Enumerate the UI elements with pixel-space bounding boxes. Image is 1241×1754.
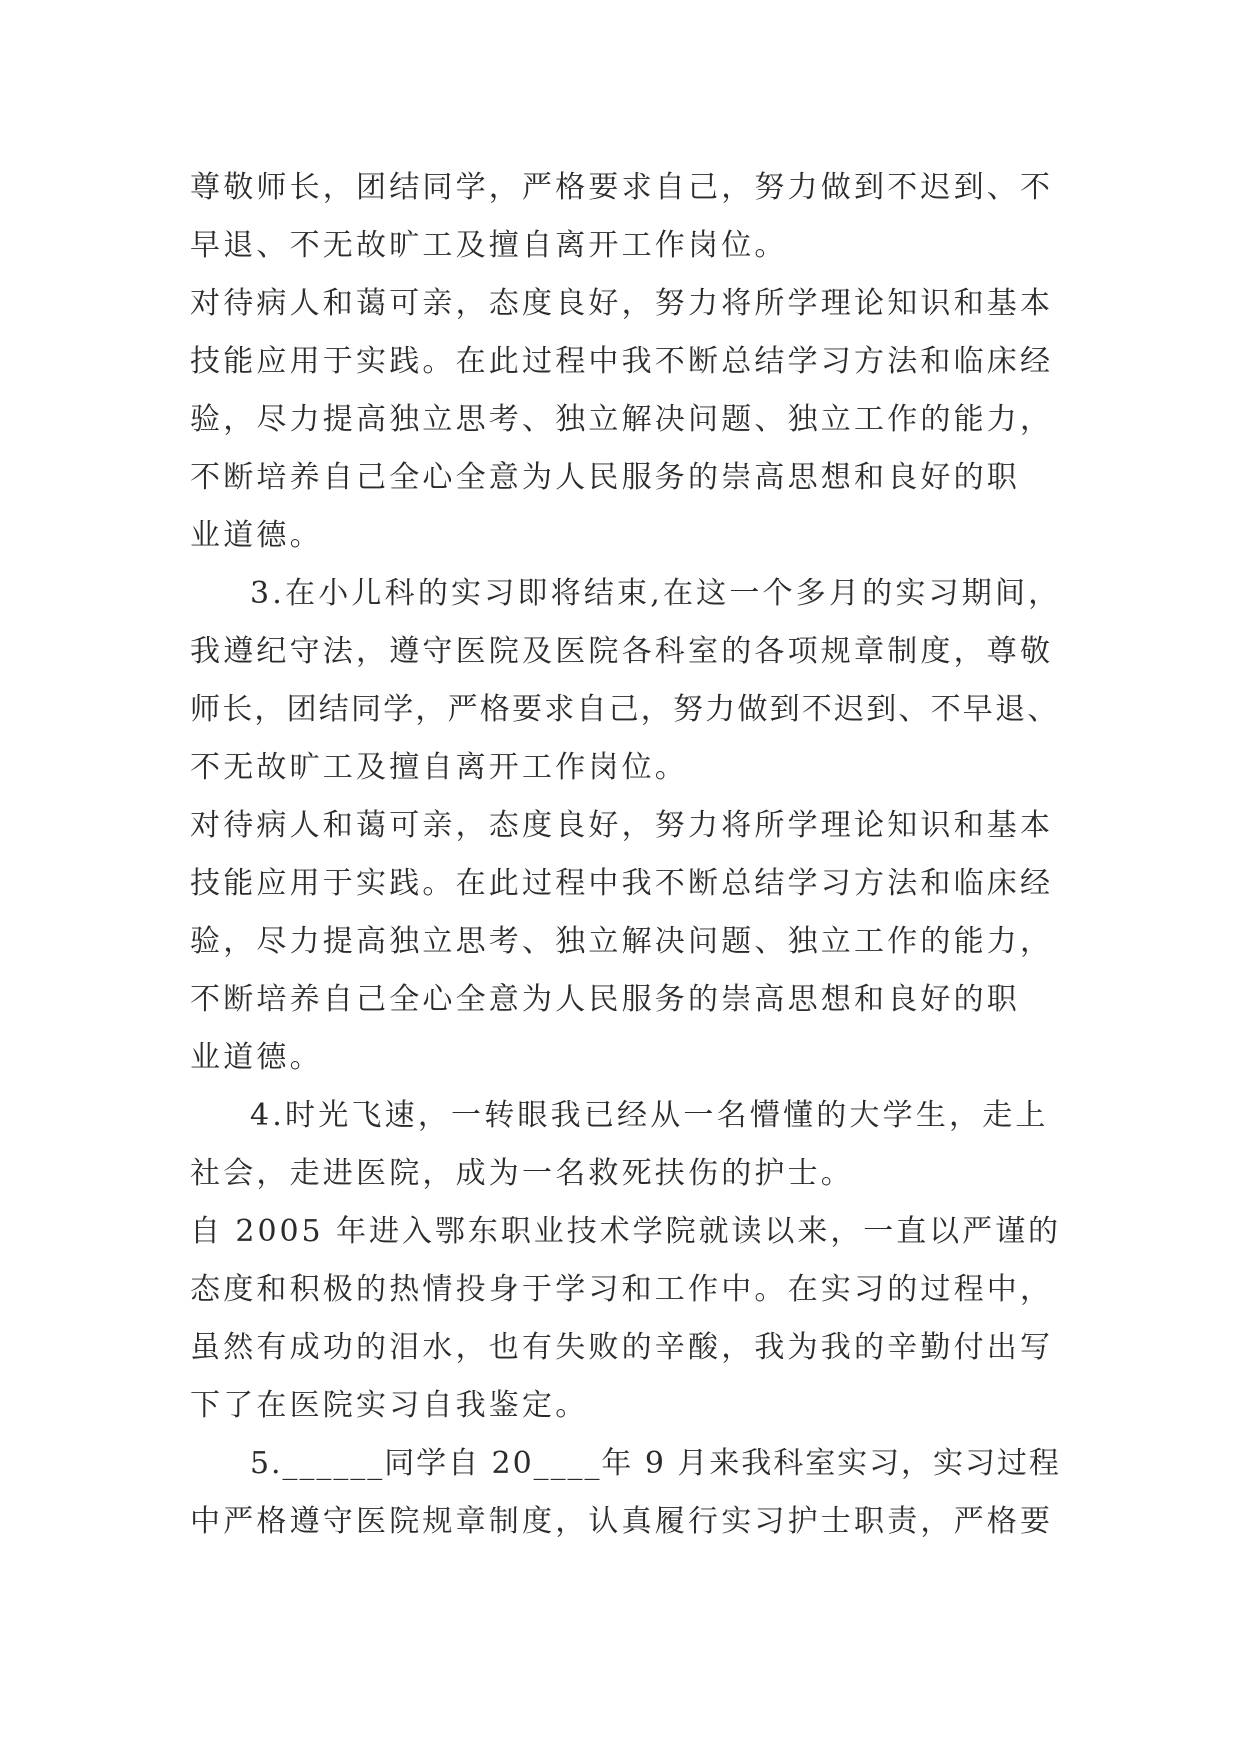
text-line: 虽然有成功的泪水，也有失败的辛酸，我为我的辛勤付出写 bbox=[190, 1330, 1054, 1365]
text-line: 业道德。 bbox=[190, 1040, 323, 1075]
text-line: 验，尽力提高独立思考、独立解决问题、独立工作的能力， bbox=[190, 402, 1054, 437]
text-line: 对待病人和蔼可亲，态度良好，努力将所学理论知识和基本 bbox=[190, 808, 1054, 843]
text-line: 不无故旷工及擅自离开工作岗位。 bbox=[190, 750, 688, 785]
paragraph-start-line: 5.______同学自 20____年 9 月来我科室实习，实习过程 bbox=[250, 1446, 1061, 1481]
document-body bbox=[190, 159, 1065, 1551]
paragraph-start-line: 4.时光飞速，一转眼我已经从一名懵懂的大学生，走上 bbox=[250, 1098, 1049, 1133]
text-line: 自 2005 年进入鄂东职业技术学院就读以来，一直以严谨的 bbox=[190, 1214, 1061, 1249]
text-line: 不断培养自己全心全意为人民服务的崇高思想和良好的职 bbox=[190, 460, 1020, 495]
text-line: 技能应用于实践。在此过程中我不断总结学习方法和临床经 bbox=[190, 344, 1054, 379]
text-line: 早退、不无故旷工及擅自离开工作岗位。 bbox=[190, 228, 788, 263]
text-line: 对待病人和蔼可亲，态度良好，努力将所学理论知识和基本 bbox=[190, 286, 1054, 321]
text-line: 中严格遵守医院规章制度，认真履行实习护士职责，严格要 bbox=[190, 1504, 1054, 1539]
paragraph-start-line: 3.在小儿科的实习即将结束,在这一个多月的实习期间， bbox=[250, 576, 1062, 611]
text-line: 业道德。 bbox=[190, 518, 323, 553]
text-line: 尊敬师长，团结同学，严格要求自己，努力做到不迟到、不 bbox=[190, 170, 1054, 205]
text-line: 技能应用于实践。在此过程中我不断总结学习方法和临床经 bbox=[190, 866, 1054, 901]
text-line: 不断培养自己全心全意为人民服务的崇高思想和良好的职 bbox=[190, 982, 1020, 1017]
text-line: 我遵纪守法，遵守医院及医院各科室的各项规章制度，尊敬 bbox=[190, 634, 1054, 669]
text-line: 师长，团结同学，严格要求自己，努力做到不迟到、不早退、 bbox=[190, 692, 1060, 727]
text-line: 下了在医院实习自我鉴定。 bbox=[190, 1388, 589, 1423]
text-line: 验，尽力提高独立思考、独立解决问题、独立工作的能力， bbox=[190, 924, 1054, 959]
text-line: 社会，走进医院，成为一名救死扶伤的护士。 bbox=[190, 1156, 854, 1191]
text-line: 态度和积极的热情投身于学习和工作中。在实习的过程中， bbox=[190, 1272, 1054, 1307]
